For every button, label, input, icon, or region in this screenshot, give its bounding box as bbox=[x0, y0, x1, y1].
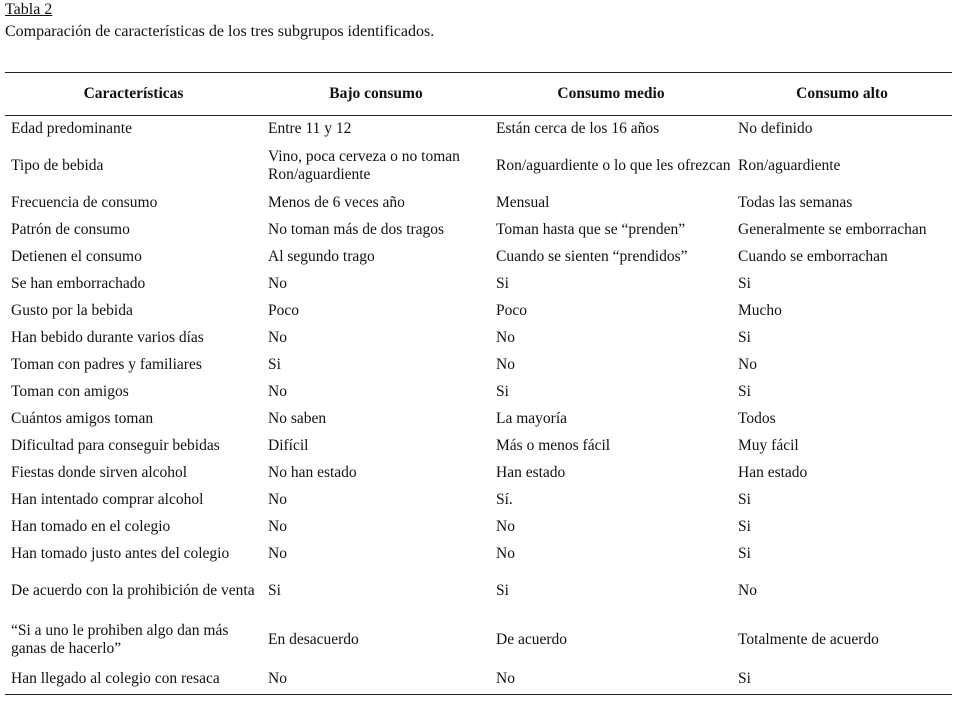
cell-bajo-consumo: No bbox=[268, 491, 287, 508]
cell-bajo-consumo: Al segundo trago bbox=[268, 248, 375, 265]
cell-consumo-medio: No bbox=[496, 545, 515, 562]
cell-caracteristica: Dificultad para conseguir bebidas bbox=[11, 437, 220, 454]
table-row bbox=[5, 244, 952, 271]
cell-consumo-alto: Si bbox=[738, 670, 751, 688]
cell-bajo-consumo: Menos de 6 veces año bbox=[268, 194, 405, 211]
table-row bbox=[5, 568, 952, 615]
cell-consumo-alto: Muy fácil bbox=[738, 437, 799, 454]
cell-bajo-consumo: Entre 11 y 12 bbox=[268, 120, 352, 138]
table-row bbox=[5, 325, 952, 352]
table-row bbox=[5, 116, 952, 143]
cell-bajo-consumo: No bbox=[268, 545, 287, 562]
cell-caracteristica: Toman con padres y familiares bbox=[11, 356, 202, 373]
table-label: Tabla 2 bbox=[5, 1, 53, 18]
cell-consumo-alto: Si bbox=[738, 491, 751, 508]
table-caption: Comparación de características de los tres subgrupos identificados. bbox=[5, 23, 435, 40]
cell-consumo-medio: Toman hasta que se “prenden” bbox=[496, 221, 686, 238]
cell-consumo-alto: Generalmente se emborrachan bbox=[738, 221, 927, 238]
cell-consumo-alto: Si bbox=[738, 545, 751, 562]
cell-bajo-consumo: No bbox=[268, 518, 287, 535]
cell-caracteristica: Han intentado comprar alcohol bbox=[11, 491, 204, 508]
table-row bbox=[5, 190, 952, 217]
cell-consumo-alto: Ron/aguardiente bbox=[738, 157, 841, 174]
cell-consumo-medio: De acuerdo bbox=[496, 630, 567, 648]
cell-bajo-consumo: No han estado bbox=[268, 464, 357, 481]
cell-consumo-alto: No bbox=[738, 356, 757, 373]
cell-bajo-consumo: No bbox=[268, 383, 287, 400]
cell-consumo-alto: Cuando se emborrachan bbox=[738, 248, 888, 265]
cell-bajo-consumo: Difícil bbox=[268, 437, 309, 454]
cell-caracteristica: De acuerdo con la prohibición de venta bbox=[11, 582, 255, 599]
cell-caracteristica: Toman con amigos bbox=[11, 383, 129, 400]
cell-bajo-consumo: No bbox=[268, 329, 287, 346]
table-row bbox=[5, 298, 952, 325]
cell-bajo-consumo: Si bbox=[268, 582, 281, 599]
header-row bbox=[5, 73, 952, 116]
table-row bbox=[5, 665, 952, 695]
header-bajo-consumo: Bajo consumo bbox=[262, 73, 490, 116]
cell-caracteristica: Han llegado al colegio con resaca bbox=[11, 670, 220, 688]
cell-bajo-consumo: No toman más de dos tragos bbox=[268, 221, 445, 238]
cell-bajo-consumo: Si bbox=[268, 356, 281, 373]
cell-bajo-consumo: En desacuerdo bbox=[268, 630, 359, 648]
cell-consumo-alto: Si bbox=[738, 518, 751, 535]
cell-consumo-medio: La mayoría bbox=[496, 410, 568, 427]
table-row bbox=[5, 487, 952, 514]
cell-consumo-medio: Han estado bbox=[496, 464, 566, 481]
cell-consumo-medio: No bbox=[496, 518, 515, 535]
cell-bajo-consumo: No bbox=[268, 275, 287, 292]
cell-consumo-medio: Sí. bbox=[496, 491, 513, 508]
comparison-table bbox=[5, 72, 952, 695]
table-row bbox=[5, 217, 952, 244]
table-row bbox=[5, 143, 952, 190]
table-row bbox=[5, 406, 952, 433]
cell-bajo-consumo: Poco bbox=[268, 302, 299, 319]
cell-caracteristica: Han tomado justo antes del colegio bbox=[11, 545, 230, 562]
cell-consumo-medio: Si bbox=[496, 275, 509, 292]
cell-consumo-medio: Si bbox=[496, 383, 509, 400]
cell-consumo-medio: No bbox=[496, 329, 515, 346]
cell-consumo-alto: Si bbox=[738, 329, 751, 346]
cell-caracteristica: Tipo de bebida bbox=[11, 157, 104, 174]
cell-consumo-medio: Ron/aguardiente o lo que les ofrezcan bbox=[496, 157, 731, 174]
cell-consumo-medio: Más o menos fácil bbox=[496, 437, 611, 454]
cell-consumo-medio: Si bbox=[496, 582, 509, 599]
cell-consumo-alto: No definido bbox=[738, 120, 813, 138]
table-row bbox=[5, 433, 952, 460]
cell-consumo-medio: Están cerca de los 16 años bbox=[496, 120, 660, 138]
cell-consumo-alto: Todas las semanas bbox=[738, 194, 853, 211]
cell-consumo-medio: No bbox=[496, 670, 515, 688]
cell-consumo-alto: Mucho bbox=[738, 302, 782, 319]
cell-consumo-alto: Todos bbox=[738, 410, 776, 427]
cell-caracteristica: Edad predominante bbox=[11, 120, 132, 138]
cell-caracteristica: Frecuencia de consumo bbox=[11, 194, 158, 211]
header-consumo-medio: Consumo medio bbox=[490, 73, 732, 116]
cell-consumo-medio: No bbox=[496, 356, 515, 373]
cell-consumo-alto: No bbox=[738, 582, 757, 599]
cell-consumo-alto: Totalmente de acuerdo bbox=[738, 630, 879, 648]
table-row bbox=[5, 514, 952, 541]
cell-consumo-alto: Si bbox=[738, 275, 751, 292]
cell-caracteristica: Se han emborrachado bbox=[11, 275, 146, 292]
cell-consumo-medio: Mensual bbox=[496, 194, 550, 211]
cell-consumo-medio: Poco bbox=[496, 302, 527, 319]
cell-bajo-consumo: No bbox=[268, 670, 287, 688]
cell-caracteristica: Fiestas donde sirven alcohol bbox=[11, 464, 188, 481]
cell-caracteristica: Han bebido durante varios días bbox=[11, 329, 204, 346]
header-caracteristicas: Características bbox=[5, 73, 262, 116]
cell-caracteristica: Cuántos amigos toman bbox=[11, 410, 154, 427]
cell-consumo-alto: Han estado bbox=[738, 464, 808, 481]
table-row bbox=[5, 271, 952, 298]
cell-caracteristica: Patrón de consumo bbox=[11, 221, 130, 238]
cell-caracteristica: Detienen el consumo bbox=[11, 248, 142, 265]
cell-bajo-consumo: Vino, poca cerveza o no toman Ron/aguardiente bbox=[268, 148, 460, 183]
cell-bajo-consumo: No saben bbox=[268, 410, 327, 427]
table-row bbox=[5, 352, 952, 379]
cell-consumo-medio: Cuando se sienten “prendidos” bbox=[496, 248, 688, 265]
table-row bbox=[5, 460, 952, 487]
cell-caracteristica: Gusto por la bebida bbox=[11, 302, 133, 319]
table-row bbox=[5, 615, 952, 665]
table-row bbox=[5, 541, 952, 568]
cell-caracteristica: “Si a uno le prohiben algo dan más ganas de hacerlo” bbox=[11, 621, 229, 657]
cell-consumo-alto: Si bbox=[738, 383, 751, 400]
table-row bbox=[5, 379, 952, 406]
header-consumo-alto: Consumo alto bbox=[732, 73, 952, 116]
cell-caracteristica: Han tomado en el colegio bbox=[11, 518, 171, 535]
